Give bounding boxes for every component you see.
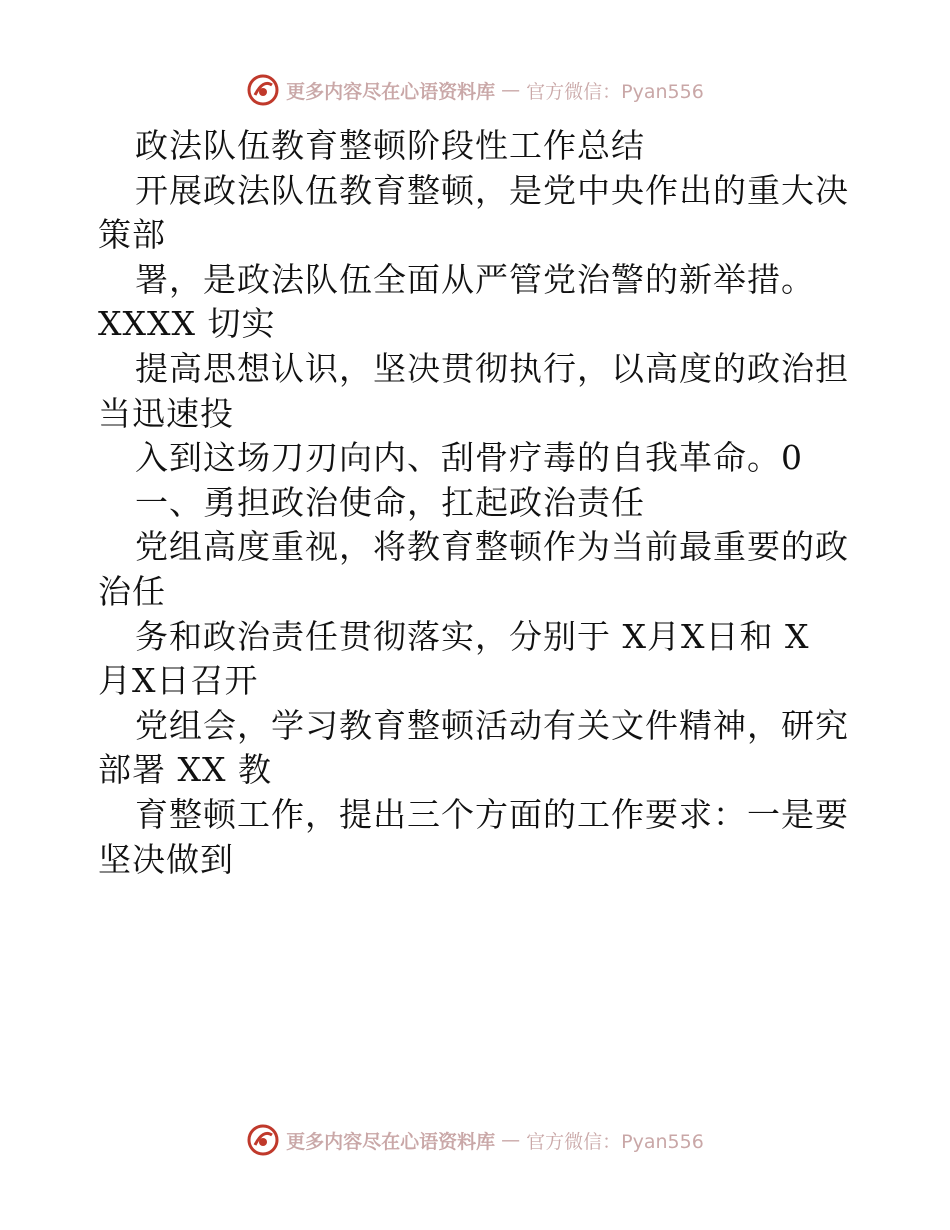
text-line: 党组会，学习教育整顿活动有关文件精神，研究 <box>135 705 849 745</box>
text-line: 提高思想认识，坚决贯彻执行，以高度的政治担 <box>135 348 849 388</box>
text-line: XXXX 切实 <box>98 304 276 344</box>
text-line: 入到这场刀刃向内、刮骨疗毒的自我革命。0 <box>135 438 803 478</box>
text-line: 开展政法队伍教育整顿，是党中央作出的重大决 <box>135 170 849 210</box>
watermark-brand-text: 更多内容尽在心语资料库 <box>286 1130 496 1153</box>
logo-icon <box>246 1123 280 1157</box>
watermark-separator: — <box>501 79 521 101</box>
text-line: 党组高度重视，将教育整顿作为当前最重要的政 <box>135 527 849 567</box>
text-line: 月X日召开 <box>98 661 259 701</box>
watermark-contact-text: 官方微信：Pyan556 <box>526 1130 704 1153</box>
text-line: 署，是政法队伍全面从严管党治警的新举措。 <box>135 259 815 299</box>
header-watermark <box>0 70 950 110</box>
document-body <box>98 124 858 882</box>
text-line: 务和政治责任贯彻落实，分别于 X月X日和 X <box>135 616 810 656</box>
text-line: 坚决做到 <box>98 839 234 879</box>
text-line: 政法队伍教育整顿阶段性工作总结 <box>135 126 645 165</box>
text-line: 当迅速投 <box>98 393 234 433</box>
text-line: 部署 XX 教 <box>98 750 272 790</box>
text-line: 一、勇担政治使命，扛起政治责任 <box>135 482 645 522</box>
text-line: 治任 <box>98 571 166 611</box>
watermark-brand-text: 更多内容尽在心语资料库 <box>286 80 496 103</box>
text-line: 策部 <box>98 215 166 255</box>
text-line: 育整顿工作，提出三个方面的工作要求：一是要 <box>135 794 849 834</box>
watermark-contact-text: 官方微信：Pyan556 <box>526 80 704 103</box>
watermark-separator: — <box>501 1129 521 1151</box>
logo-icon <box>246 73 280 107</box>
footer-watermark <box>0 1120 950 1160</box>
